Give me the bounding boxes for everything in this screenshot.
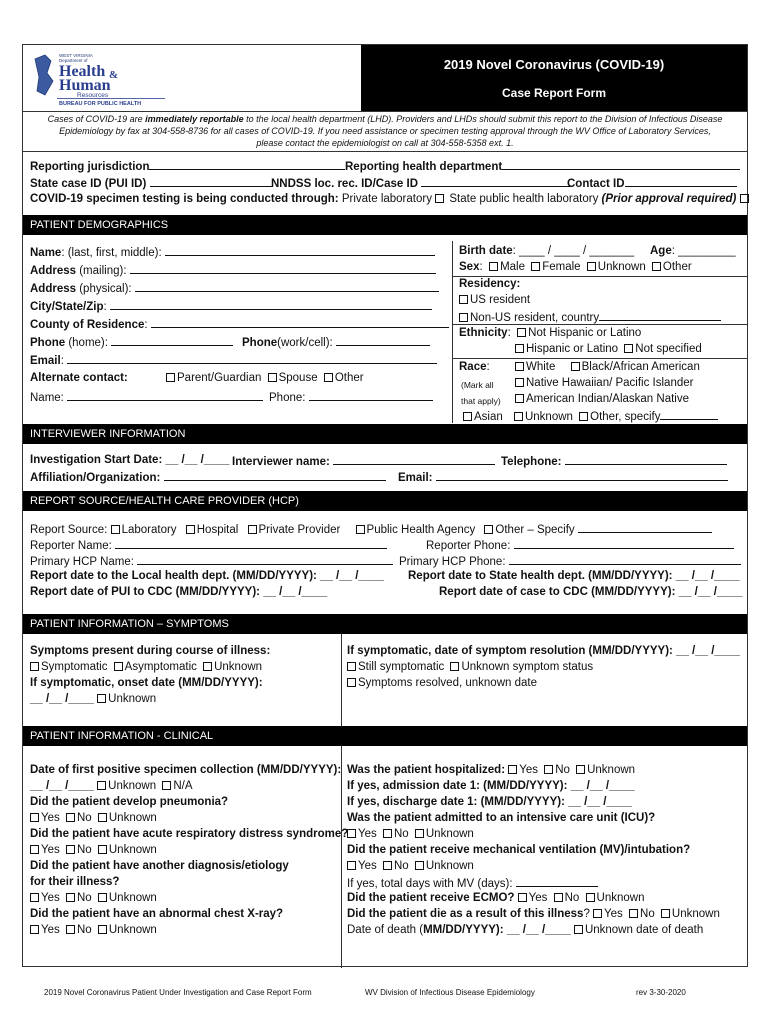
ards-unknown-checkbox[interactable] [98, 845, 107, 854]
investigation-start-date-field[interactable]: Investigation Start Date: __ /__ /____ [30, 454, 230, 466]
form-subtitle: Case Report Form [501, 86, 607, 100]
symptoms-resolved-option: Symptoms resolved, unknown date [347, 677, 537, 689]
first-positive-label: Date of first positive specimen collection (MM/DD/YYYY): [30, 764, 342, 776]
another-dx-options: Yes No Unknown [30, 892, 157, 904]
american-indian-checkbox[interactable] [515, 394, 524, 403]
ecmo-unknown-checkbox[interactable] [586, 893, 595, 902]
onset-date-field[interactable]: __ /__ /____ Unknown [30, 693, 157, 705]
another-dx-unknown-checkbox[interactable] [98, 893, 107, 902]
mv-yes-checkbox[interactable] [347, 861, 356, 870]
report-source-row: Report Source: Laboratory Hospital Private Provider Public Health Agency Other – Specify [30, 522, 712, 536]
city-state-zip-field[interactable]: City/State/Zip: [30, 299, 432, 313]
mv-days-field[interactable]: If yes, total days with MV (days): [347, 876, 598, 890]
pneumonia-options: Yes No Unknown [30, 812, 157, 824]
icu-options: Yes No Unknown [347, 828, 474, 840]
reporter-name-field[interactable]: Reporter Name: [30, 538, 387, 552]
died-yes-checkbox[interactable] [593, 909, 602, 918]
hcp-phone-field[interactable]: Primary HCP Phone: [399, 554, 741, 568]
icu-unknown-checkbox[interactable] [415, 829, 424, 838]
race-other-checkbox[interactable] [579, 412, 588, 421]
alt-other-checkbox[interactable] [324, 373, 333, 382]
male-checkbox[interactable] [489, 262, 498, 271]
svg-text:WEST VIRGINIA: WEST VIRGINIA [59, 53, 93, 58]
xray-question: Did the patient have an abnormal chest X-ray? [30, 908, 284, 920]
residency-label: Residency: [459, 278, 521, 290]
symptoms-present-label: Symptoms present during course of illness: [30, 645, 271, 657]
first-positive-na-checkbox[interactable] [162, 781, 171, 790]
section-report-source: REPORT SOURCE/HEALTH CARE PROVIDER (HCP) [23, 491, 747, 511]
first-positive-unknown-checkbox[interactable] [97, 781, 106, 790]
onset-unknown-checkbox[interactable] [97, 694, 106, 703]
ecmo-yes-checkbox[interactable] [518, 893, 527, 902]
source-other-checkbox[interactable] [484, 525, 493, 534]
hospitalized-no-checkbox[interactable] [544, 765, 553, 774]
hospitalized-unknown-checkbox[interactable] [576, 765, 585, 774]
birth-date-field[interactable]: Birth date: ____ / ____ / _______ [459, 245, 635, 257]
sex-other-checkbox[interactable] [652, 262, 661, 271]
race-hawaiian: Native Hawaiian/ Pacific Islander [515, 377, 693, 389]
symptomatic-checkbox[interactable] [30, 662, 39, 671]
wv-dhhr-logo-image [31, 51, 166, 107]
icu-question: Was the patient admitted to an intensive care unit (ICU)? [347, 812, 656, 824]
hispanic-checkbox[interactable] [515, 344, 524, 353]
phone-work-field[interactable]: Phone(work/cell): [242, 335, 430, 349]
form-header [23, 45, 747, 111]
section-symptoms: PATIENT INFORMATION – SYMPTOMS [23, 614, 747, 634]
xray-no-checkbox[interactable] [66, 925, 75, 934]
pneumonia-no-checkbox[interactable] [66, 813, 75, 822]
pneumonia-unknown-checkbox[interactable] [98, 813, 107, 822]
us-resident-option: US resident [459, 294, 530, 306]
non-us-checkbox[interactable] [459, 313, 468, 322]
physical-address-field[interactable]: Address (physical): [30, 281, 439, 295]
died-row: Did the patient die as a result of this illness? Yes No Unknown [347, 908, 720, 920]
female-checkbox[interactable] [531, 262, 540, 271]
svg-text:BUREAU FOR PUBLIC HEALTH: BUREAU FOR PUBLIC HEALTH [59, 101, 142, 107]
alt-phone-field[interactable]: Phone: [269, 390, 433, 404]
discharge-date-field[interactable]: If yes, discharge date 1: (MM/DD/YYYY): __ /__ /____ [347, 796, 633, 808]
reporting-health-dept-field[interactable]: Reporting health department [345, 159, 740, 173]
county-field[interactable]: County of Residence: [30, 317, 449, 331]
interviewer-email-field[interactable]: Email: [398, 470, 728, 484]
race-unknown-checkbox[interactable] [514, 412, 523, 421]
svg-text:Resources: Resources [77, 92, 109, 99]
resolution-date-field[interactable]: If symptomatic, date of symptom resolution (MM/DD/YYYY): __ /__ /____ [347, 645, 741, 657]
parent-checkbox[interactable] [166, 373, 175, 382]
death-date-unknown-checkbox[interactable] [574, 925, 583, 934]
still-symptomatic-checkbox[interactable] [347, 662, 356, 671]
age-field[interactable]: Age: _________ [650, 245, 736, 257]
ecmo-no-checkbox[interactable] [554, 893, 563, 902]
xray-unknown-checkbox[interactable] [98, 925, 107, 934]
hospitalized-yes-checkbox[interactable] [508, 765, 517, 774]
state-case-id-field[interactable]: State case ID (PUI ID) [30, 176, 272, 190]
resolved-unknown-checkbox[interactable] [347, 678, 356, 687]
not-specified-checkbox[interactable] [624, 344, 633, 353]
local-report-date-field[interactable]: Report date to the Local health dept. (MM/DD/YYYY): __ /__ /____ [30, 570, 385, 582]
email-field[interactable]: Email: [30, 353, 437, 367]
intro-text: Cases of COVID-19 are immediately reportable to the local health department (LHD). Providers and LHDs should submit this report to the Division of Infectious Disease Epidemiology by fax at 304-558-8736 for all cases of COVID-19. If you need assistance or specimen testing approval through the WV Office of Laboratory Services, please contact the epidemiologist on call at 304-558-5358 ext. 1. [47, 114, 723, 148]
mv-question: Did the patient receive mechanical ventilation (MV)/intubation? [347, 844, 691, 856]
interviewer-telephone-field[interactable]: Telephone: [501, 454, 727, 468]
spouse-checkbox[interactable] [268, 373, 277, 382]
not-hispanic-checkbox[interactable] [517, 328, 526, 337]
source-laboratory-checkbox[interactable] [111, 525, 120, 534]
another-dx-no-checkbox[interactable] [66, 893, 75, 902]
xray-options: Yes No Unknown [30, 924, 157, 936]
symptom-unknown-checkbox[interactable] [203, 662, 212, 671]
that-apply-note: that apply) [461, 396, 501, 406]
race-american-indian: American Indian/Alaskan Native [515, 393, 689, 405]
reporter-phone-field[interactable]: Reporter Phone: [426, 538, 734, 552]
private-lab-checkbox[interactable] [435, 194, 444, 203]
sex-row: Sex: Male Female Unknown Other [459, 261, 692, 273]
another-dx-question: Did the patient have another diagnosis/etiology [30, 860, 289, 872]
another-dx-question-2: for their illness? [30, 876, 120, 888]
black-checkbox[interactable] [571, 362, 580, 371]
state-report-date-field[interactable]: Report date to State health dept. (MM/DD/YYYY): __ /__ /____ [408, 570, 740, 582]
name-field[interactable]: Name: (last, first, middle): [30, 245, 435, 259]
ards-no-checkbox[interactable] [66, 845, 75, 854]
alternate-contact-options: Parent/Guardian Spouse Other [166, 372, 364, 384]
mv-unknown-checkbox[interactable] [415, 861, 424, 870]
pui-cdc-date-field[interactable]: Report date of PUI to CDC (MM/DD/YYYY): __ /__ /____ [30, 586, 328, 598]
case-report-form [22, 44, 748, 967]
another-dx-yes-checkbox[interactable] [30, 893, 39, 902]
sex-unknown-checkbox[interactable] [587, 262, 596, 271]
ards-options: Yes No Unknown [30, 844, 157, 856]
svg-text:&: & [109, 69, 119, 81]
icu-yes-checkbox[interactable] [347, 829, 356, 838]
source-public-health-checkbox[interactable] [356, 525, 365, 534]
source-private-provider-checkbox[interactable] [248, 525, 257, 534]
reporting-jurisdiction-field[interactable]: Reporting jurisdiction [30, 159, 345, 173]
hcp-name-field[interactable]: Primary HCP Name: [30, 554, 393, 568]
mv-options: Yes No Unknown [347, 860, 474, 872]
unknown-status-checkbox[interactable] [450, 662, 459, 671]
case-cdc-date-field[interactable]: Report date of case to CDC (MM/DD/YYYY): __ /__ /____ [439, 586, 743, 598]
died-unknown-checkbox[interactable] [661, 909, 670, 918]
svg-text:Health: Health [59, 63, 106, 80]
svg-text:Department of: Department of [59, 58, 88, 63]
phone-home-field[interactable]: Phone (home): [30, 335, 233, 349]
wv-dhhr-logo [31, 51, 166, 107]
hawaiian-checkbox[interactable] [515, 378, 524, 387]
section-clinical: PATIENT INFORMATION - CLINICAL [23, 726, 747, 746]
symptom-status-row-2: Still symptomatic Unknown symptom status [347, 661, 593, 673]
symptom-status-row: Symptomatic Asymptomatic Unknown [30, 661, 262, 673]
onset-date-label: If symptomatic, onset date (MM/DD/YYYY): [30, 677, 263, 689]
ethnicity-row: Ethnicity: Not Hispanic or Latino [459, 327, 642, 339]
mv-no-checkbox[interactable] [383, 861, 392, 870]
admission-date-field[interactable]: If yes, admission date 1: (MM/DD/YYYY): __ /__ /____ [347, 780, 635, 792]
contact-id-field[interactable]: Contact ID [567, 176, 737, 190]
footer-division: WV Division of Infectious Disease Epidemiology [365, 988, 535, 997]
footer-form-name: 2019 Novel Coronavirus Patient Under Investigation and Case Report Form [44, 988, 312, 997]
ards-question: Did the patient have acute respiratory distress syndrome? [30, 828, 349, 840]
hospitalized-row: Was the patient hospitalized: Yes No Unknown [347, 764, 636, 776]
interviewer-name-field[interactable]: Interviewer name: [232, 454, 495, 468]
death-date-field[interactable]: Date of death (MM/DD/YYYY): __ /__ /____ Unknown date of death [347, 924, 704, 936]
section-demographics: PATIENT DEMOGRAPHICS [23, 215, 747, 235]
form-title: 2019 Novel Coronavirus (COVID-19) [443, 57, 665, 72]
icu-no-checkbox[interactable] [383, 829, 392, 838]
affiliation-field[interactable]: Affiliation/Organization: [30, 470, 386, 484]
footer-revision: rev 3-30-2020 [636, 988, 686, 997]
asymptomatic-checkbox[interactable] [114, 662, 123, 671]
form-title-block [361, 45, 747, 111]
mark-all-note: (Mark all [461, 380, 494, 390]
nndss-id-field[interactable]: NNDSS loc. rec. ID/Case ID [271, 176, 571, 190]
died-no-checkbox[interactable] [629, 909, 638, 918]
race-asian-row: Asian Unknown Other, specify [463, 409, 718, 423]
source-hospital-checkbox[interactable] [186, 525, 195, 534]
mailing-address-field[interactable]: Address (mailing): [30, 263, 436, 277]
ards-yes-checkbox[interactable] [30, 845, 39, 854]
svg-text:Human: Human [59, 77, 111, 94]
asian-checkbox[interactable] [463, 412, 472, 421]
xray-yes-checkbox[interactable] [30, 925, 39, 934]
race-row: Race: [459, 361, 490, 373]
first-positive-field[interactable]: __ /__ /____ Unknown N/A [30, 780, 193, 792]
white-checkbox[interactable] [515, 362, 524, 371]
non-us-resident-option: Non-US resident, country [459, 310, 721, 324]
alt-name-field[interactable]: Name: [30, 390, 263, 404]
state-lab-checkbox[interactable] [740, 194, 749, 203]
testing-through-row: COVID-19 specimen testing is being conducted through: Private laboratory State public health laboratory (Prior approval required) [30, 193, 751, 205]
pneumonia-question: Did the patient develop pneumonia? [30, 796, 229, 808]
ecmo-row: Did the patient receive ECMO? Yes No Unknown [347, 892, 645, 904]
us-resident-checkbox[interactable] [459, 295, 468, 304]
section-interviewer: INTERVIEWER INFORMATION [23, 424, 747, 444]
race-white-black: White Black/African American [515, 361, 700, 373]
alternate-contact-row: Alternate contact: [30, 372, 128, 384]
pneumonia-yes-checkbox[interactable] [30, 813, 39, 822]
ethnicity-row-2: Hispanic or Latino Not specified [515, 343, 702, 355]
